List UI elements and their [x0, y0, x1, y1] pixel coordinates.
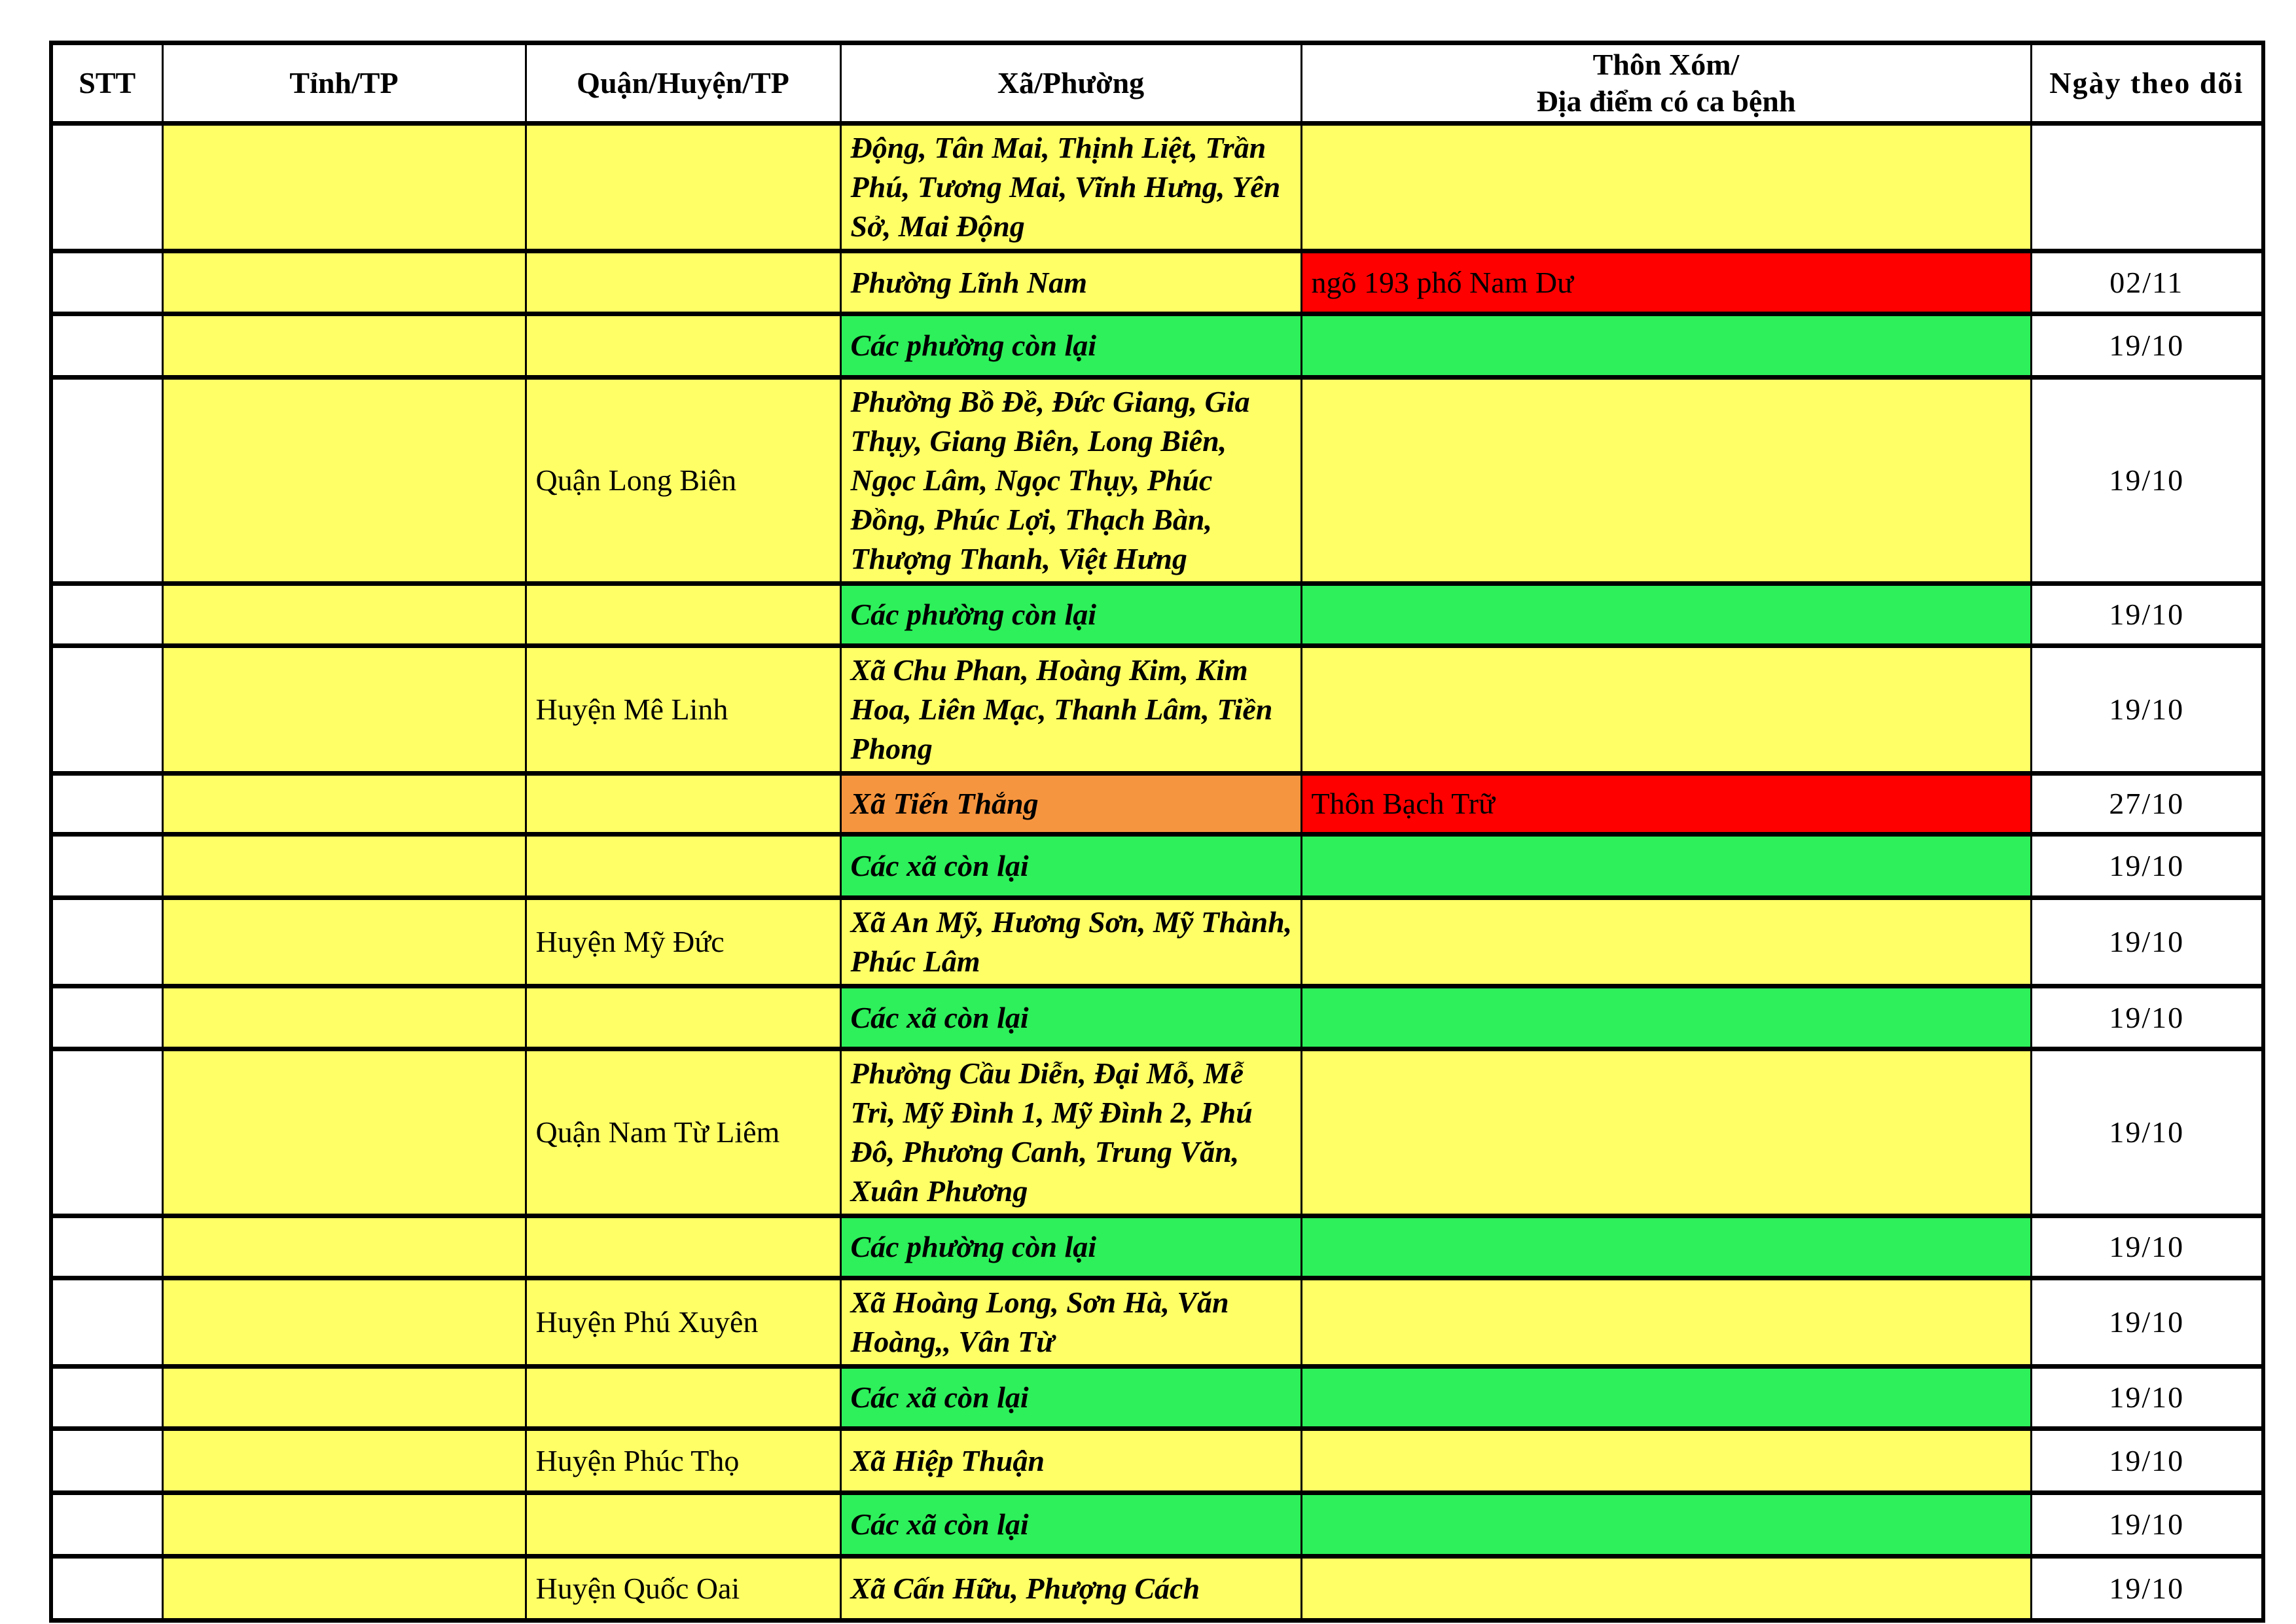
cell-ngay: 19/10 [2031, 378, 2263, 584]
cell-tinh-tp [162, 251, 526, 314]
cell-thon-xom [1301, 1367, 2031, 1429]
cell-thon-xom [1301, 1557, 2031, 1621]
cell-xa-phuong: Xã Hiệp Thuận [840, 1429, 1301, 1493]
cell-stt [51, 1278, 162, 1367]
cell-tinh-tp [162, 1049, 526, 1216]
cell-tinh-tp [162, 124, 526, 251]
cell-xa-phuong: Các phường còn lại [840, 314, 1301, 378]
table-header [51, 43, 2263, 124]
cell-stt [51, 986, 162, 1049]
cell-ngay: 19/10 [2031, 1049, 2263, 1216]
table-row [51, 584, 2263, 646]
cell-stt [51, 1216, 162, 1278]
table-row [51, 1278, 2263, 1367]
cell-quan-huyen [526, 124, 840, 251]
cell-xa-phuong: Phường Cầu Diễn, Đại Mỗ, Mễ Trì, Mỹ Đình 1, Mỹ Đình 2, Phú Đô, Phương Canh, Trung Văn, Xuân Phương [840, 1049, 1301, 1216]
cell-stt [51, 1049, 162, 1216]
cell-tinh-tp [162, 1493, 526, 1557]
header-thon-xom-line1: Thôn Xóm/ [1592, 48, 1740, 81]
table-row [51, 1216, 2263, 1278]
table-row [51, 1367, 2263, 1429]
table-row [51, 646, 2263, 774]
cell-quan-huyen: Huyện Phúc Thọ [526, 1429, 840, 1493]
cell-thon-xom [1301, 1216, 2031, 1278]
cell-xa-phuong: Các xã còn lại [840, 835, 1301, 898]
cell-ngay: 19/10 [2031, 1493, 2263, 1557]
cell-tinh-tp [162, 774, 526, 835]
cell-thon-xom [1301, 1049, 2031, 1216]
cell-thon-xom [1301, 898, 2031, 986]
cell-quan-huyen: Huyện Quốc Oai [526, 1557, 840, 1621]
cell-stt [51, 314, 162, 378]
cell-stt [51, 1367, 162, 1429]
cell-quan-huyen [526, 986, 840, 1049]
cell-xa-phuong: Xã Hoàng Long, Sơn Hà, Văn Hoàng,, Vân Từ [840, 1278, 1301, 1367]
covid-case-tracking-table [49, 41, 2265, 1623]
cell-thon-xom [1301, 835, 2031, 898]
cell-quan-huyen [526, 774, 840, 835]
cell-stt [51, 1429, 162, 1493]
cell-quan-huyen: Quận Nam Từ Liêm [526, 1049, 840, 1216]
cell-quan-huyen [526, 1216, 840, 1278]
cell-ngay: 19/10 [2031, 1367, 2263, 1429]
cell-ngay: 27/10 [2031, 774, 2263, 835]
cell-stt [51, 1493, 162, 1557]
cell-quan-huyen [526, 314, 840, 378]
cell-xa-phuong: Các xã còn lại [840, 986, 1301, 1049]
cell-thon-xom [1301, 1429, 2031, 1493]
cell-thon-xom [1301, 124, 2031, 251]
cell-ngay: 19/10 [2031, 898, 2263, 986]
cell-xa-phuong: Các phường còn lại [840, 1216, 1301, 1278]
cell-stt [51, 251, 162, 314]
cell-xa-phuong: Phường Bồ Đề, Đức Giang, Gia Thụy, Giang Biên, Long Biên, Ngọc Lâm, Ngọc Thụy, Phúc Đồng, Phúc Lợi, Thạch Bàn, Thượng Thanh, Việt Hưng [840, 378, 1301, 584]
table-row [51, 1557, 2263, 1621]
cell-ngay: 19/10 [2031, 1216, 2263, 1278]
cell-ngay: 19/10 [2031, 1557, 2263, 1621]
cell-quan-huyen: Huyện Mê Linh [526, 646, 840, 774]
cell-quan-huyen [526, 584, 840, 646]
cell-tinh-tp [162, 646, 526, 774]
cell-stt [51, 774, 162, 835]
cell-xa-phuong: Các xã còn lại [840, 1493, 1301, 1557]
header-thon-xom [1301, 43, 2031, 124]
cell-stt [51, 898, 162, 986]
cell-ngay: 19/10 [2031, 835, 2263, 898]
table-row [51, 378, 2263, 584]
cell-tinh-tp [162, 584, 526, 646]
cell-xa-phuong: Các phường còn lại [840, 584, 1301, 646]
cell-thon-xom [1301, 986, 2031, 1049]
cell-ngay: 19/10 [2031, 1429, 2263, 1493]
cell-xa-phuong: Xã An Mỹ, Hương Sơn, Mỹ Thành, Phúc Lâm [840, 898, 1301, 986]
cell-ngay: 19/10 [2031, 986, 2263, 1049]
cell-stt [51, 584, 162, 646]
cell-thon-xom [1301, 1278, 2031, 1367]
header-tinh-tp: Tỉnh/TP [162, 43, 526, 124]
table-row [51, 835, 2263, 898]
cell-quan-huyen [526, 1367, 840, 1429]
table-row [51, 314, 2263, 378]
cell-ngay [2031, 124, 2263, 251]
header-quan-huyen-tp: Quận/Huyện/TP [526, 43, 840, 124]
table-row [51, 774, 2263, 835]
cell-tinh-tp [162, 898, 526, 986]
cell-quan-huyen [526, 835, 840, 898]
cell-thon-xom [1301, 314, 2031, 378]
cell-ngay: 19/10 [2031, 584, 2263, 646]
cell-tinh-tp [162, 1216, 526, 1278]
table-body [51, 124, 2263, 1621]
cell-stt [51, 1557, 162, 1621]
cell-tinh-tp [162, 835, 526, 898]
header-ngay-theo-doi: Ngày theo dõi [2031, 43, 2263, 124]
cell-thon-xom [1301, 584, 2031, 646]
header-row [51, 43, 2263, 124]
table-row [51, 124, 2263, 251]
header-stt: STT [51, 43, 162, 124]
cell-quan-huyen: Huyện Mỹ Đức [526, 898, 840, 986]
cell-stt [51, 378, 162, 584]
cell-stt [51, 835, 162, 898]
cell-tinh-tp [162, 1429, 526, 1493]
table-row [51, 1049, 2263, 1216]
header-thon-xom-line2: Địa điểm có ca bệnh [1536, 84, 1796, 118]
cell-quan-huyen [526, 1493, 840, 1557]
header-xa-phuong: Xã/Phường [840, 43, 1301, 124]
cell-tinh-tp [162, 378, 526, 584]
cell-stt [51, 124, 162, 251]
table-row [51, 898, 2263, 986]
cell-xa-phuong: Động, Tân Mai, Thịnh Liệt, Trần Phú, Tương Mai, Vĩnh Hưng, Yên Sở, Mai Động [840, 124, 1301, 251]
cell-thon-xom [1301, 646, 2031, 774]
cell-ngay: 19/10 [2031, 646, 2263, 774]
cell-ngay: 19/10 [2031, 314, 2263, 378]
cell-ngay: 02/11 [2031, 251, 2263, 314]
cell-tinh-tp [162, 314, 526, 378]
cell-quan-huyen: Quận Long Biên [526, 378, 840, 584]
cell-tinh-tp [162, 1278, 526, 1367]
cell-tinh-tp [162, 1557, 526, 1621]
cell-xa-phuong: Xã Tiến Thắng [840, 774, 1301, 835]
cell-xa-phuong: Phường Lĩnh Nam [840, 251, 1301, 314]
table-row [51, 1493, 2263, 1557]
table-row [51, 1429, 2263, 1493]
cell-quan-huyen: Huyện Phú Xuyên [526, 1278, 840, 1367]
cell-xa-phuong: Xã Cấn Hữu, Phượng Cách [840, 1557, 1301, 1621]
cell-tinh-tp [162, 986, 526, 1049]
table-row [51, 251, 2263, 314]
cell-thon-xom [1301, 1493, 2031, 1557]
table-row [51, 986, 2263, 1049]
cell-thon-xom [1301, 378, 2031, 584]
cell-thon-xom: Thôn Bạch Trữ [1301, 774, 2031, 835]
cell-thon-xom: ngõ 193 phố Nam Dư [1301, 251, 2031, 314]
cell-ngay: 19/10 [2031, 1278, 2263, 1367]
cell-xa-phuong: Các xã còn lại [840, 1367, 1301, 1429]
cell-tinh-tp [162, 1367, 526, 1429]
cell-stt [51, 646, 162, 774]
cell-quan-huyen [526, 251, 840, 314]
cell-xa-phuong: Xã Chu Phan, Hoàng Kim, Kim Hoa, Liên Mạc, Thanh Lâm, Tiền Phong [840, 646, 1301, 774]
